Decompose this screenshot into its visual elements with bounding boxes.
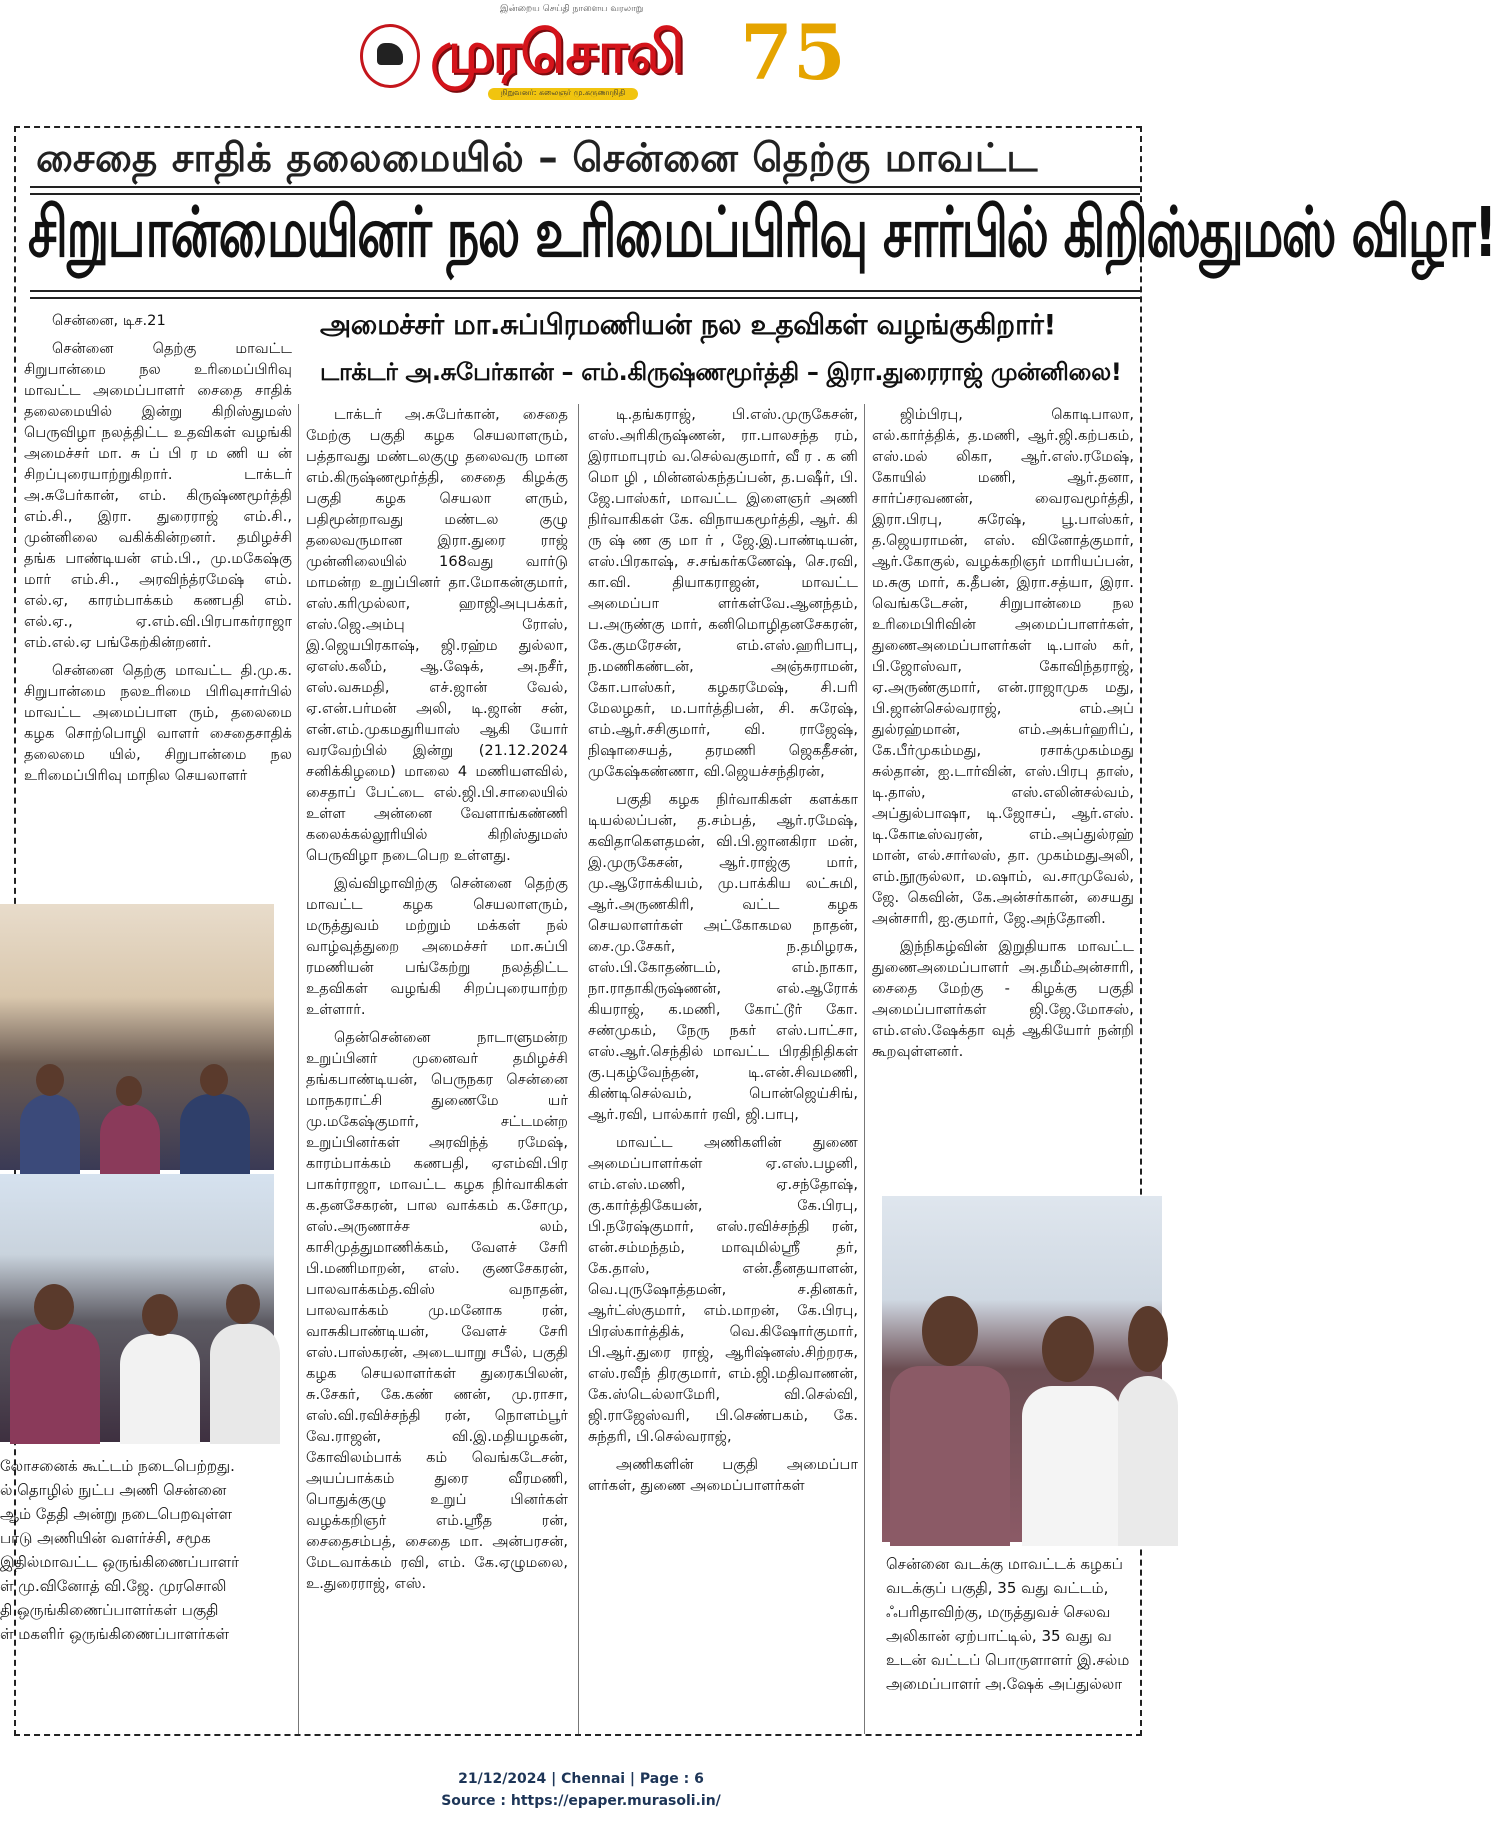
newspaper-name: முரசொலி xyxy=(430,18,683,86)
caption-line: உடன் வட்டப் பொருளாளர் இ.சல்ம xyxy=(886,1651,1130,1669)
article-column-4 xyxy=(872,404,1134,1069)
left-caption xyxy=(0,1454,282,1646)
masthead-tagline: இன்றைய செய்தி நாளைய வரலாறு xyxy=(500,4,644,14)
caption-line: ள் மகளிர் ஒருங்கிணைப்பாளர்கள் xyxy=(0,1625,229,1643)
paragraph: பகுதி கழக நிர்வாகிகள் களக்கா டியல்லப்பன், த.சம்பத், ஆர்.ரமேஷ், கவிதாகௌதமன், வி.பி.ஜானகிரா மன், இ.முருகேசன், ஆர்.ராஜ்கு மார், மு.ஆரோக்கியம், மு.பாக்கிய லட்சுமி, ஆர்.அருணகிரி, வட்ட கழக செயலாளர்கள் அட்கோகமல நாதன், சை.மு.சேகர், ந.தமிழரசு, எஸ்.பி.கோதண்டம், எம்.நாகா, நா.ராதாகிருஷ்ணன், எல்.ஆரோக் கியராஜ், க.மணி, கோட்டூர் கோ. சண்முகம், நேரு நகர் எஸ்.பாட்சா, எஸ்.ஆர்.செந்தில் மாவட்ட பிரதிநிதிகள் கு.புகழ்வேந்தன், டி.என்.சிவமணி, கிண்டிசெல்வம், பொன்ஜெய்சிங், ஆர்.ரவி, பால்கார் ரவி, ஜி.பாபு, xyxy=(588,791,858,1123)
caption-line: ல் தொழில் நுட்ப அணி சென்னை xyxy=(0,1481,227,1499)
column-divider xyxy=(298,404,299,1734)
article-headline: சிறுபான்மையினர் நல உரிமைப்பிரிவு சார்பில் கிறிஸ்துமஸ் விழா! xyxy=(28,194,1496,274)
caption-line: ள் மு.வினோத் வி.ஜே. முரசொலி xyxy=(0,1577,227,1595)
event-photo xyxy=(882,1196,1162,1542)
caption-line: இதில்மாவட்ட ஒருங்கிணைப்பாளர் xyxy=(0,1553,239,1571)
caption-line: சென்னை வடக்கு மாவட்டக் கழகப் xyxy=(886,1555,1123,1573)
paragraph: ஜிம்பிரபு, கொடிபாலா, எல்.கார்த்திக், த.மணி, ஆர்.ஜி.கற்பகம், எஸ்.மல் லிகா, ஆர்.எஸ்.ரமேஷ், கோயில் மணி, ஆர்.தனா, சார்ப்சரவணன், வைரவமூர்த்தி, இரா.பிரபு, சுரேஷ், பூ.பாஸ்கர், த.ஜெயராமன், எஸ். வினோத்குமார், ஆர்.கோகுல், வழக்கறிஞர் மாரியப்பன், ம.சுகு மார், க.தீபன், இரா.சத்யா, இரா. வெங்கடேசன், சிறுபான்மை நல உரிமைபிரிவின் அமைப்பாளர்கள், துணைஅமைப்பாளர்கள் டி.பாஸ் கர், பி.ஜோஸ்வா, கோவிந்தராஜ், ஏ.அருண்குமார், என்.ராஜாமுக மது, பி.ஜான்செல்வராஜ், எம்.அப் துல்ரஹ்மான், எம்.அக்பர்ஹரிப், கே.பீர்முகம்மது, ரசாக்முகம்மது சுல்தான், ஐ.டார்வின், எஸ்.பிரபு தாஸ், டி.தாஸ், எஸ்.எலின்சல்வம், அப்துல்பாஷா, டி.ஜோசப், ஆர்.எஸ். டி.கோடீஸ்வரன், எம்.அப்துல்ரஹ் மான், எல்.சார்லஸ், தா. முகம்மதுஅலி, எம்.நூருல்லா, ம.ஷாம், வ.சாமுவேல், ஜே. கெவின், கே.அன்சர்கான், சையது அன்சாரி, ஐ.குமார், ஜே.அந்தோனி. xyxy=(872,406,1134,927)
caption-line: ஃபரிதாவிற்கு, மருத்துவச் செலவ xyxy=(886,1603,1111,1621)
paragraph: டாக்டர் அ.சுபேர்கான், சைதை மேற்கு பகுதி கழக செயலாளரும், பத்தாவது மண்டலகுழு தலைவரு மான எம்.கிருஷ்ணமூர்த்தி, சைதை கிழக்கு பகுதி கழக செயலா ளரும், பதிமூன்றாவது மண்டல குழு தலைவருமான இரா.துரை ராஜ் முன்னிலையில் 168வது வார்டு மாமன்ற உறுப்பினர் தா.மோகன்குமார், எஸ்.கரிமுல்லா, ஹாஜிஅபுபக்கர், எஸ்.ஜெ.அம்பு ரோஸ், இ.ஜெயபிரகாஷ், ஜி.ரஹ்ம துல்லா, ஏஎஸ்.கலீம், ஆ.ஷேக், அ.நசீர், எஸ்.வசுமதி, எச்.ஜான் வேல், ஏ.என்.பர்மன் அலி, டி.ஜான் சன், என்.எம்.முகமதுரியாஸ் ஆகி யோர் வரவேற்பில் இன்று (21.12.2024 சனிக்கிழமை) மாலை 4 மணியளவில், சைதாப் பேட்டை எல்.ஜி.பி.சாலையில் உள்ள அன்னை வேளாங்கண்ணி கலைக்கல்லூரியில் கிறிஸ்துமஸ் பெருவிழா நடைபெற உள்ளது. xyxy=(306,406,568,864)
dateline: சென்னை, டிச.21 xyxy=(52,312,166,329)
article-column-2 xyxy=(306,404,568,1601)
caption-line: பாடு அணியின் வளர்ச்சி, சமூக xyxy=(0,1529,211,1547)
article-subhead-2: டாக்டர் அ.சுபேர்கான் – எம்.கிருஷ்ணமூர்த்தி – இரா.துரைராஜ் முன்னிலை! xyxy=(320,358,1122,386)
meeting-photo-2 xyxy=(0,1174,274,1442)
masthead xyxy=(0,0,1162,112)
article-column-1 xyxy=(24,310,292,793)
column-divider xyxy=(864,404,865,1734)
article-column-3 xyxy=(588,404,858,1503)
paragraph: மாவட்ட அணிகளின் துணை அமைப்பாளர்கள் ஏ.எஸ்.பழனி, எம்.எஸ்.மணி, ஏ.சந்தோஷ், கு.கார்த்திகேயன், கே.பிரபு, பி.நரேஷ்குமார், எஸ்.ரவிச்சந்தி ரன், என்.சம்மந்தம், மாவுமில்ஸ்ரீ தர், கே.தாஸ், என்.தீனதயாளன், வெ.புருஷோத்தமன், ச.தினகர், ஆர்ட்ஸ்குமார், எம்.மாறன், கே.பிரபு, பிரஸ்கார்த்திக், வெ.கிஷோர்குமார், பி.ஆர்.துரை ராஜ், ஆரிஷ்னஸ்.சிற்றரசு, எஸ்.ரவீந் திரகுமார், எம்.ஜி.மதிவாணன், கே.ஸ்டெல்லாமேரி, வி.செல்வி, ஜி.ராஜேஸ்வரி, பி.செண்பகம், கே. சுந்தரி, பி.செல்வராஜ், xyxy=(588,1134,858,1445)
right-caption xyxy=(886,1552,1162,1696)
paragraph: அணிகளின் பகுதி அமைப்பா ளர்கள், துணை அமைப்பாளர்கள் xyxy=(588,1456,858,1494)
party-emblem-icon xyxy=(360,24,420,88)
paragraph: சென்னை தெற்கு மாவட்ட சிறுபான்மை நல உரிமைப்பிரிவு மாவட்ட அமைப்பாளர் சைதை சாதிக் தலைமையில் இன்று கிறிஸ்துமஸ் பெருவிழா நலத்திட்ட உதவிகள் வழங்கி அமைச்சர் மா. சு ப் பி ர ம ணி ய ன் சிறப்புரையாற்றுகிறார். டாக்டர் அ.சுபேர்கான், எம். கிருஷ்ணமூர்த்தி எம்.சி., இரா. துரைராஜ் எம்.சி., முன்னிலை வகிக்கின்றனர். தமிழச்சி தங்க பாண்டியன் எம்.பி., மு.மகேஷ்கு மார் எம்.சி., அரவிந்த்ரமேஷ் எம். எல்.ஏ, காரம்பாக்கம் கணபதி எம். எல்.ஏ., ஏ.எம்.வி.பிரபாகர்ராஜா எம்.எல்.ஏ பங்கேற்கின்றனர். xyxy=(24,340,292,651)
column-divider xyxy=(578,404,579,1734)
paragraph: டி.தங்கராஜ், பி.எஸ்.முருகேசன், எஸ்.அரிகிருஷ்ணன், ரா.பாலசந்த ரம், இராமாபுரம் வ.செல்வகுமார், வீ ர . க னி மொ ழி , மின்னல்கந்தப்பன், த.பஷீர், பி. ஜே.பாஸ்கர், மாவட்ட இளைஞர் அணி நிர்வாகிகள் கே. விநாயகமூர்த்தி, ஆர். கி ரு ஷ் ண கு மா ர் , ஜே.இ.பாண்டியன், எஸ்.பிரகாஷ், ச.சங்கர்கணேஷ், செ.ரவி, கா.வி. தியாகராஜன், மாவட்ட அமைப்பா ளர்கள்வே.ஆனந்தம், ப.அருண்கு மார், கனிமொழிதனசேகரன், கே.குமரேசன், எம்.எஸ்.ஹரிபாபு, ந.மணிகண்டன், அஞ்சுராமன், கோ.பாஸ்கர், கழகரமேஷ், சி.பரி மேலழகர், ம.பார்த்திபன், சி. சுரேஷ், எம்.ஆர்.சசிகுமார், வி. ராஜேஷ், நிஷாசையத், தரமணி ஜெகதீசன், முகேஷ்கண்ணா, வி.ஜெயச்சந்திரன், xyxy=(588,406,858,780)
paragraph: இந்நிகழ்வின் இறுதியாக மாவட்ட துணைஅமைப்பாளர் அ.தமீம்அன்சாரி, சைதை மேற்கு - கிழக்கு பகுதி அமைப்பாளர்கள் ஜி.ஜே.மோசஸ், எம்.எஸ்.ஷேக்தா வுத் ஆகியோர் நன்றி கூறவுள்ளனர். xyxy=(872,938,1134,1060)
caption-line: வடக்குப் பகுதி, 35 வது வட்டம், xyxy=(886,1579,1109,1597)
paragraph: சென்னை தெற்கு மாவட்ட தி.மு.க. சிறுபான்மை நலஉரிமை பிரிவுசார்பில் மாவட்ட அமைப்பாள ரும், தலைமை கழக சொற்பொழி வாளர் சைதைசாதிக் தலைமை யில், சிறுபான்மை நல உரிமைப்பிரிவு மாநில செயலாளர் xyxy=(24,662,292,784)
masthead-subtitle: நிறுவனர்: கலைஞர் மு.கருணாநிதி xyxy=(488,88,638,100)
article-subhead-1: அமைச்சர் மா.சுப்பிரமணியன் நல உதவிகள் வழங்குகிறார்! xyxy=(320,308,1056,341)
caption-line: அலிகான் ஏற்பாட்டில், 35 வது வ xyxy=(886,1627,1112,1645)
anniversary-logo xyxy=(740,8,846,104)
caption-line: ஆம் தேதி அன்று நடைபெறவுள்ள xyxy=(0,1505,233,1523)
caption-line: லோசனைக் கூட்டம் நடைபெற்றது. xyxy=(0,1457,235,1475)
article-kicker: சைதை சாதிக் தலைமையில் – சென்னை தெற்கு மாவட்ட xyxy=(36,136,1038,181)
meeting-photo-1 xyxy=(0,904,274,1170)
caption-line: தி ஒருங்கிணைப்பாளர்கள் பகுதி xyxy=(0,1601,219,1619)
footer-source-link[interactable]: Source : https://epaper.murasoli.in/ xyxy=(441,1793,721,1809)
paragraph: இவ்விழாவிற்கு சென்னை தெற்கு மாவட்ட கழக செயலாளரும், மருத்துவம் மற்றும் மக்கள் நல் வாழ்வுத்துறை அமைச்சர் மா.சுப்பி ரமணியன் பங்கேற்று நலத்திட்ட உதவிகள் வழங்கி சிறப்புரையாற்ற உள்ளார். xyxy=(306,875,568,1018)
divider xyxy=(30,290,1140,299)
anniversary-number: 75 xyxy=(740,8,846,97)
paragraph: தென்சென்னை நாடாளுமன்ற உறுப்பினர் முனைவர் தமிழச்சி தங்கபாண்டியன், பெருநகர சென்னை மாநகராட்சி துணைமே யர் மு.மகேஷ்குமார், சட்டமன்ற உறுப்பினர்கள் அரவிந்த் ரமேஷ், காரம்பாக்கம் கணபதி, ஏஎம்வி.பிர பாகர்ராஜா, மாவட்ட கழக நிர்வாகிகள் க.தனசேகரன், பால வாக்கம் க.சோமு, எஸ்.அருணாச்ச லம், காசிமுத்துமாணிக்கம், வேளச் சேரி பி.மணிமாறன், எஸ். குணசேகரன், பாலவாக்கம்த.விஸ் வநாதன், பாலவாக்கம் மு.மனோக ரன், வாசுகிபாண்டியன், வேளச் சேரி எஸ்.பாஸ்கரன், அடையாறு சபீல், பகுதி கழக செயலாளர்கள் துரைகபிலன், சு.சேகர், கே.கண் ணன், மு.ராசா, எஸ்.வி.ரவிச்சந்தி ரன், நொளம்பூர் வே.ராஜன், வி.இ.மதியழகன், கோவிலம்பாக் கம் வெங்கடேசன், அயப்பாக்கம் துரை வீரமணி, பொதுக்குழு உறுப் பினர்கள் வழக்கறிஞர் எம்.ஸ்ரீத ரன், சைதைசம்பத், சைதை மா. அன்பரசன், மேடவாக்கம் ரவி, எம். கே.ஏழுமலை, உ.துரைராஜ், எஸ். xyxy=(306,1029,568,1592)
page-footer xyxy=(0,1768,1162,1812)
caption-line: அமைப்பாளர் அ.ஷேக் அப்துல்லா xyxy=(886,1675,1123,1693)
footer-edition-info: 21/12/2024 | Chennai | Page : 6 xyxy=(458,1771,704,1787)
